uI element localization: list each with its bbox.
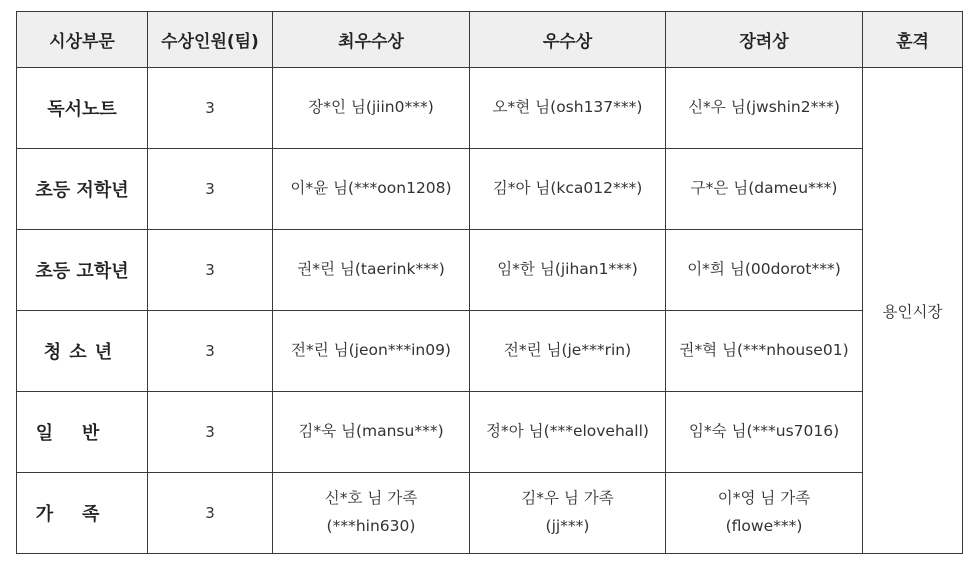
winner-id: (osh137***) [550,98,643,117]
grand-prize-winner [273,230,470,311]
table-row [17,149,963,230]
excellence-prize-winner [470,392,666,473]
count-cell: 3 [148,473,273,554]
winner-name: 권*린 님 [297,260,355,279]
category-label: 독서노트 [47,99,117,120]
count-cell: 3 [148,68,273,149]
category-cell [17,149,148,230]
encouragement-prize-winner [666,473,863,554]
winner-name: 정*아 님 [486,422,544,441]
excellence-prize-winner [470,68,666,149]
winner-id: (***nhouse01) [736,341,849,360]
winner-id: (***hin630) [326,517,416,535]
commendation-cell: 용인시장 [863,68,963,554]
category-label: 가족 [35,504,129,525]
winner-id: (00dorot***) [744,260,841,279]
winner-name: 김*욱 님 [298,422,356,441]
table-row [17,473,963,554]
winner-id: (***us7016) [746,422,840,441]
winner-name: 전*린 님 [503,341,562,360]
grand-prize-winner [273,392,470,473]
excellence-prize-winner [470,149,666,230]
winner-name: 임*숙 님 [688,422,747,441]
header-count: 수상인원(팀) [148,12,273,68]
winner-id: (mansu***) [355,422,444,441]
winner-id: (jj***) [545,517,590,535]
winner-name: 이*영 님 가족 [717,489,811,508]
winner-id: (jiin0***) [365,98,434,117]
category-label: 청소년 [43,342,121,363]
excellence-prize-winner [470,473,666,554]
winner-name: 신*호 님 가족 [324,489,418,508]
encouragement-prize-winner [666,311,863,392]
winner-id: (jwshin2***) [745,98,840,117]
grand-prize-winner [273,149,470,230]
winner-name: 오*현 님 [492,98,551,117]
winner-name: 김*우 님 가족 [521,489,614,508]
category-cell [17,68,148,149]
winner-name: 장*인 님 [308,98,366,117]
winner-id: (kca012***) [550,179,643,198]
winner-id: (flowe***) [725,517,803,535]
grand-prize-winner [273,311,470,392]
header-excellence-prize: 우수상 [470,12,666,68]
table-row [17,68,963,149]
count-cell: 3 [148,230,273,311]
count-cell: 3 [148,149,273,230]
encouragement-prize-winner [666,68,863,149]
winner-name: 구*은 님 [690,179,749,198]
winner-name: 권*혁 님 [679,341,737,360]
table-row [17,230,963,311]
grand-prize-winner [273,68,470,149]
header-commendation: 훈격 [863,12,963,68]
header-category: 시상부문 [17,12,148,68]
grand-prize-winner [273,473,470,554]
category-label: 초등 저학년 [35,180,129,201]
count-cell: 3 [148,311,273,392]
category-cell [17,230,148,311]
winner-name: 김*아 님 [492,179,551,198]
table-row [17,392,963,473]
excellence-prize-winner [470,311,666,392]
table-row [17,311,963,392]
category-label: 일반 [35,423,129,444]
awards-table [16,11,963,554]
count-cell: 3 [148,392,273,473]
encouragement-prize-winner [666,149,863,230]
header-row [17,12,963,68]
winner-name: 이*희 님 [687,260,745,279]
header-grand-prize: 최우수상 [273,12,470,68]
header-encouragement-prize: 장려상 [666,12,863,68]
winner-name: 이*윤 님 [290,179,348,198]
excellence-prize-winner [470,230,666,311]
category-cell [17,392,148,473]
category-cell [17,311,148,392]
encouragement-prize-winner [666,230,863,311]
winner-id: (jihan1***) [554,260,638,279]
winner-id: (je***rin) [561,341,632,360]
winner-name: 전*린 님 [291,341,349,360]
encouragement-prize-winner [666,392,863,473]
winner-id: (***oon1208) [348,179,452,198]
winner-id: (taerink***) [354,260,445,279]
winner-id: (jeon***in09) [348,341,451,360]
winner-id: (***elovehall) [543,422,649,441]
winner-name: 임*한 님 [497,260,555,279]
winner-name: 신*우 님 [688,98,746,117]
category-cell [17,473,148,554]
category-label: 초등 고학년 [35,261,129,282]
winner-id: (dameu***) [748,179,838,198]
